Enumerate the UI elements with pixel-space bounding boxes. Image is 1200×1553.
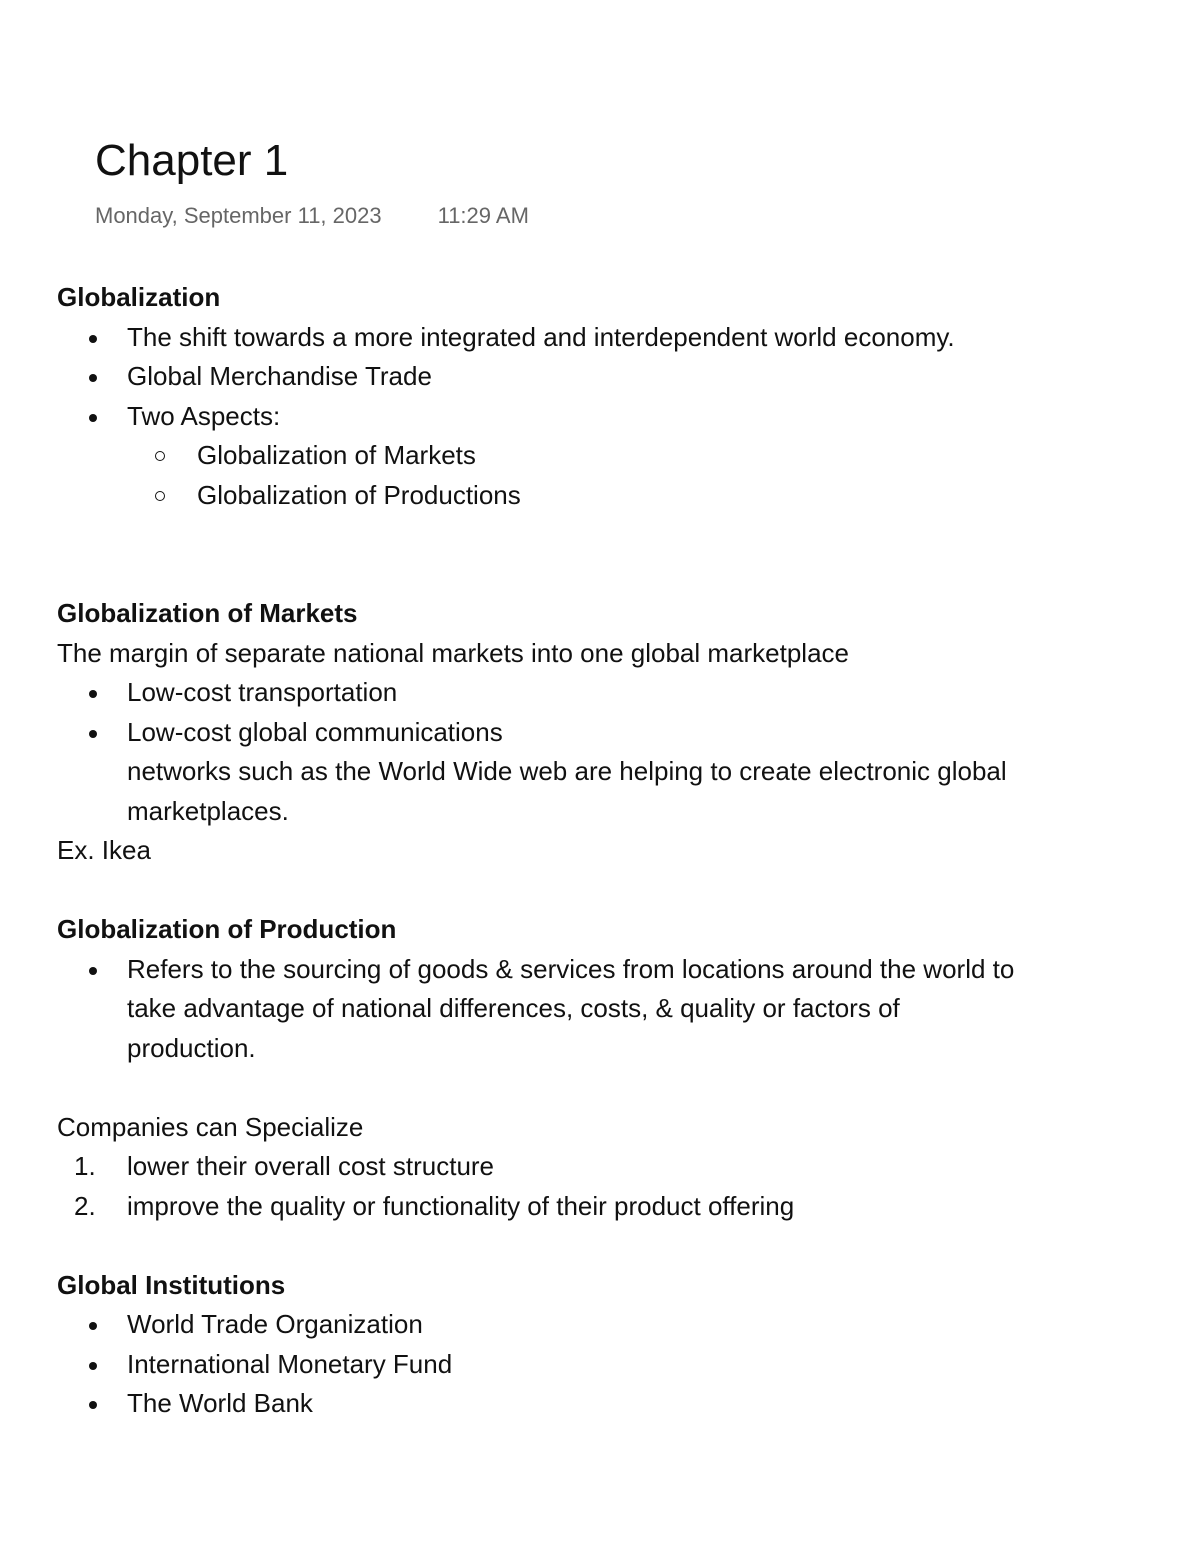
list-item-text: Globalization of Markets <box>197 440 476 470</box>
section-heading-globalization: Globalization <box>57 282 221 312</box>
bullet-dot-icon <box>89 374 97 382</box>
markets-intro: The margin of separate national markets into one global marketplace <box>57 637 849 668</box>
list-item <box>57 673 1157 713</box>
institutions-bullet-list <box>57 1305 1157 1424</box>
list-item-line: take advantage of national differences, costs, & quality or factors of <box>127 993 900 1023</box>
sub-list-item <box>57 436 1157 476</box>
bullet-circle-icon <box>155 491 165 501</box>
markets-bullet-list <box>57 673 1157 752</box>
section-heading-markets: Globalization of Markets <box>57 598 358 628</box>
list-item <box>57 1345 1157 1385</box>
list-item <box>57 357 1157 397</box>
bullet-dot-icon <box>89 1322 97 1330</box>
list-item <box>57 713 1157 753</box>
bullet-dot-icon <box>89 414 97 422</box>
list-item <box>57 397 1157 437</box>
spacer <box>57 515 1157 594</box>
page-timestamp <box>95 202 529 230</box>
bullet-dot-icon <box>89 730 97 738</box>
list-item-text: Low-cost transportation <box>127 677 398 707</box>
markets-example: Ex. Ikea <box>57 835 151 865</box>
list-item-text: World Trade Organization <box>127 1309 423 1339</box>
bullet-dot-icon <box>89 1362 97 1370</box>
list-item-text: The shift towards a more integrated and interdependent world economy. <box>127 321 955 352</box>
numbered-item <box>57 1187 1157 1227</box>
list-item <box>57 1384 1157 1424</box>
list-item-text: Two Aspects: <box>127 400 281 431</box>
bullet-dot-icon <box>89 1401 97 1409</box>
bullet-dot-icon <box>89 335 97 343</box>
bullet-dot-icon <box>89 967 97 975</box>
spacer <box>57 871 1157 911</box>
section-heading-institutions: Global Institutions <box>57 1269 286 1300</box>
list-item <box>57 1305 1157 1345</box>
bullet-dot-icon <box>89 690 97 698</box>
continuation-line: marketplaces. <box>127 795 289 826</box>
list-item-text: Low-cost global communications <box>127 716 503 747</box>
list-item-text: Global Merchandise Trade <box>127 361 432 391</box>
numbered-item <box>57 1147 1157 1187</box>
section-heading-production: Globalization of Production <box>57 914 397 944</box>
bullet-circle-icon <box>155 451 165 461</box>
list-item-line: Refers to the sourcing of goods & services from locations around the world to <box>127 953 1015 984</box>
page-time: 11:29 AM <box>437 203 529 228</box>
spacer <box>57 1068 1157 1108</box>
specialize-numbered-list <box>57 1147 1157 1226</box>
page-date: Monday, September 11, 2023 <box>95 203 382 228</box>
specialize-label: Companies can Specialize <box>57 1111 364 1142</box>
item-number: 2. <box>74 1190 96 1221</box>
sub-list-item <box>57 476 1157 516</box>
list-item <box>57 950 1157 1069</box>
note-body[interactable] <box>57 278 1157 1424</box>
list-item-text: improve the quality or functionality of their product offering <box>127 1190 795 1221</box>
list-item-text: The World Bank <box>127 1388 313 1418</box>
list-item-line: production. <box>127 1032 256 1063</box>
production-bullet-list <box>57 950 1157 1069</box>
continuation-line: networks such as the World Wide web are helping to create electronic global <box>127 756 1007 786</box>
list-item-text: Globalization of Productions <box>197 479 521 510</box>
page-title: Chapter 1 <box>95 136 289 185</box>
globalization-bullet-list <box>57 318 1157 516</box>
item-number: 1. <box>74 1151 96 1181</box>
list-item-text: International Monetary Fund <box>127 1348 453 1379</box>
list-item-text: lower their overall cost structure <box>127 1151 495 1181</box>
spacer <box>57 1226 1157 1266</box>
list-item <box>57 318 1157 358</box>
